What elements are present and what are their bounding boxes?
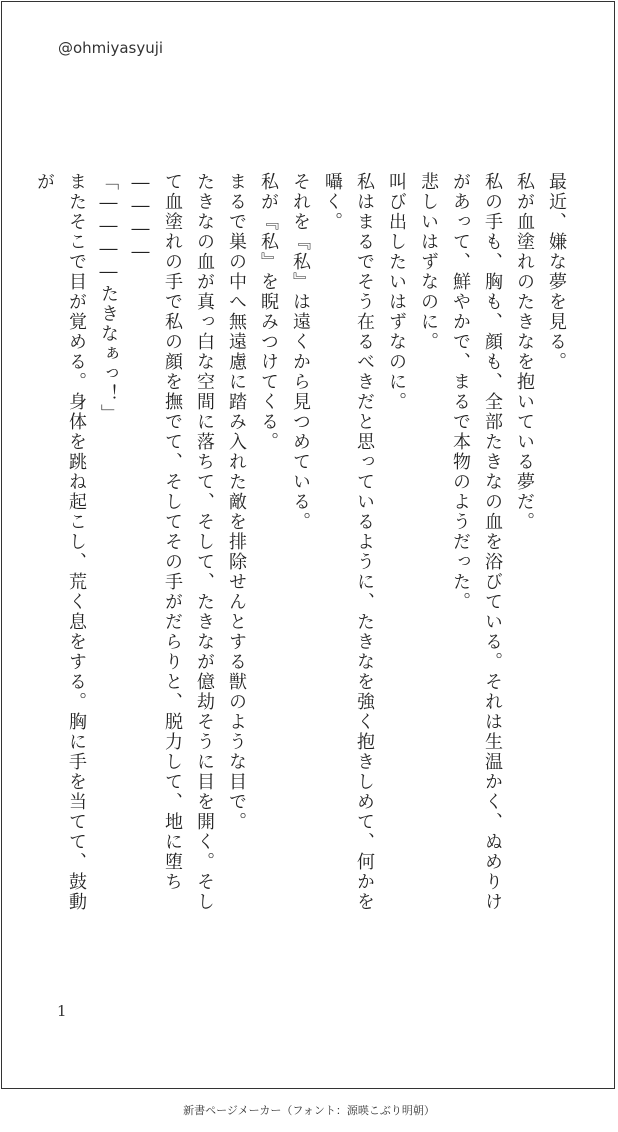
paragraph: 叫び出したいはずなのに。 <box>386 172 407 412</box>
paragraph: またそこで目が覚める。身体を跳ね起こし、荒く息をする。胸に手を当てて、鼓動が <box>34 172 87 912</box>
paragraph: まるで巣の中へ無遠慮に踏み入れた敵を排除せんとする獣のような目で。 <box>226 172 247 832</box>
paragraph: 私の手も、胸も、顔も、全部たきなの血を浴びている。それは生温かく、ぬめりけがあって、鮮やかで、まるで本物のようだった。 <box>450 172 503 912</box>
paragraph: 悲しいはずなのに。 <box>418 172 439 352</box>
paragraph: 「――――たきなぁっ！」 <box>98 172 119 424</box>
author-handle: @ohmiyasyuji <box>58 39 164 57</box>
vertical-body-text <box>32 172 572 917</box>
paragraph: 私が『私』を睨みつけてくる。 <box>258 172 279 452</box>
paragraph: 私が血塗れのたきなを抱いている夢だ。 <box>514 172 535 532</box>
page-frame <box>1 1 615 1089</box>
page-number: 1 <box>57 1002 67 1020</box>
paragraph: 最近、嫌な夢を見る。 <box>546 172 567 372</box>
paragraph: それを『私』は遠くから見つめている。 <box>290 172 311 532</box>
paragraph: たきなの血が真っ白な空間に落ちて、そして、たきなが億劫そうに目を開く。そして血塗れの手で私の顔を撫でて、そしてその手がだらりと、脱力して、地に堕ち―――― <box>130 172 215 912</box>
paragraph: 私はまるでそう在るべきだと思っているように、たきなを強く抱きしめて、何かを囁く。 <box>322 172 375 912</box>
footer-caption: 新書ページメーカー（フォント：源暎こぶり明朝） <box>183 1104 435 1117</box>
